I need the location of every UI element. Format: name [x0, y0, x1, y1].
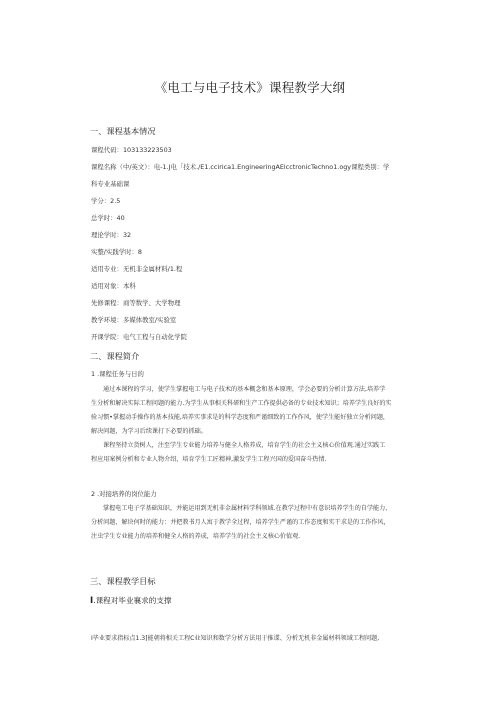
paragraph-line: 生分析和解决实际工程问题的能力.为学生从事相关科研和生产工作提供必备的专业技术知识；培养学生良好的实: [91, 400, 392, 407]
subitem-heading: 2 .对接培养的岗位能力: [91, 490, 157, 498]
section-heading-objectives: 三、课程教学目标: [90, 576, 156, 586]
paragraph-line: I毕业要求指标点1.3]能朝将相关工程C业知识和数学分析方法用于推谍、分析无机非金属材料领域工程问题,: [91, 635, 380, 642]
paragraph: [91, 439, 431, 467]
paragraph-line: 课程坚持立货树人，注至学生专业能力培养与健全人格养成，培育学生的社会主义核心价值观.通过实践工: [103, 442, 386, 449]
paragraph-line: 通过本课程的学习，使学生掌握电工与电子技术的基本概念和基本原理，学会必要的分析计算方法,培养学: [103, 386, 386, 393]
paragraph: [91, 502, 431, 544]
paragraph-line: 解决问题，为学习后续课打下必要的抓础。: [91, 428, 207, 435]
info-line: 教学环境：多媒体教室/实验室: [91, 316, 177, 324]
paragraph-line: 程应用案例分析和专业人物介绍，培育学生工匠精神,激发学生工程兴国的爱国奋斗热情.: [91, 456, 327, 463]
subsection-heading: [90, 595, 172, 606]
info-line: 课程代码：103133223503: [91, 146, 172, 154]
info-line: 理论学时：32: [91, 231, 132, 239]
paragraph-line: 分析问题、解块何时的能力：并把教书月人寓于教学全过程，培养学生严谨的工作态度和实干求是的工作作风，: [91, 519, 390, 526]
info-line: 先修课程：商等数学、大学物理: [91, 299, 181, 307]
info-line: 适用专业：无机非金属材料/1.程: [91, 265, 183, 273]
subitem-heading: 1 .课程任务与日的: [91, 370, 144, 378]
paragraph-line: 验习惯•掌握动手操作的基本技能,培养实事求是的科学态度和严谨细致的工作作风，使学生能好独立分析问题，: [91, 414, 390, 421]
section-heading-basic-info: 一、课程基本情况: [90, 126, 156, 136]
paragraph-line: 注虫学生专业能力的培养和健全人格的养成，培养学生的社会主义核心价值观.: [91, 533, 301, 540]
paragraph-line: 掌握电工电子学基础知识，并能运用到无机非金属材料学科领域.在教学过程中有意识培养学生的自学能力、: [103, 505, 392, 512]
subsection-mark: I: [90, 596, 94, 606]
info-line: 适用对象：本科: [91, 282, 136, 290]
info-line: 科专业基础课: [91, 180, 130, 188]
document-title: 《电工与电子技术》课程教学大纲: [154, 80, 346, 95]
info-line: 实整/实践学时：8: [91, 248, 142, 256]
info-line: 课程名称（中/英文）：电-1.J电「技术./E1.ccirica1.EngineeringAElcctronicTechno1.ogy课程类别：学: [91, 163, 390, 171]
subsection-title: .课程对毕业襄求的支撑: [93, 596, 172, 605]
paragraph: [91, 383, 431, 439]
info-line: 学分：2.5: [91, 197, 121, 205]
info-line: 开课学院：电气工程与自动化学院: [91, 333, 187, 341]
info-line: 总学时：40: [91, 214, 125, 222]
section-heading-intro: 二、课程简介: [90, 351, 140, 361]
